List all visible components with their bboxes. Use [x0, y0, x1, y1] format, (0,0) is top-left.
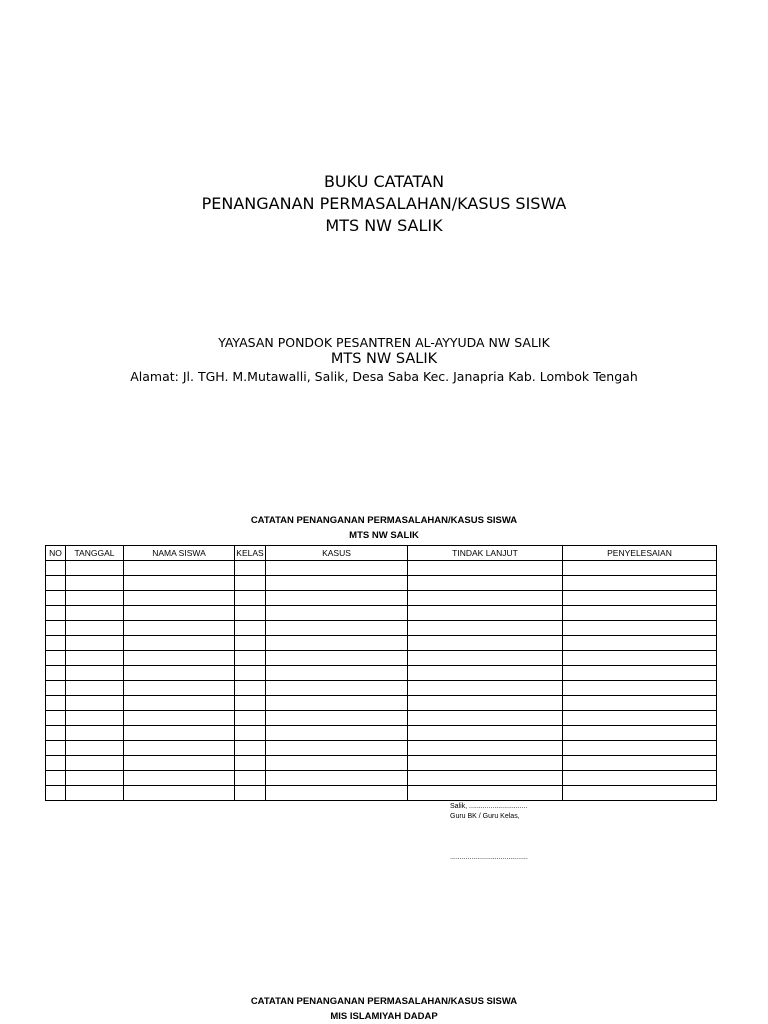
case-record-table: [45, 545, 717, 801]
table-cell: [408, 621, 563, 636]
table-cell: [235, 711, 266, 726]
table-cell: [124, 711, 235, 726]
table-cell: [66, 621, 124, 636]
table-cell: [266, 771, 408, 786]
table-cell: [408, 606, 563, 621]
table-row: [46, 756, 717, 771]
table-cell: [408, 666, 563, 681]
header-tanggal: TANGGAL: [66, 546, 124, 561]
table-cell: [124, 696, 235, 711]
table-cell: [124, 771, 235, 786]
cover-title-line3: MTS NW SALIK: [325, 216, 443, 235]
table-cell: [46, 591, 66, 606]
table-body: [46, 561, 717, 801]
table-cell: [46, 636, 66, 651]
second-record-section-subtitle: MIS ISLAMIYAH DADAP: [330, 1011, 438, 1022]
table-cell: [563, 651, 717, 666]
table-cell: [408, 651, 563, 666]
table-cell: [235, 651, 266, 666]
table-cell: [266, 606, 408, 621]
table-cell: [46, 621, 66, 636]
table-cell: [235, 621, 266, 636]
table-cell: [408, 711, 563, 726]
table-cell: [66, 696, 124, 711]
table-cell: [46, 681, 66, 696]
table-cell: [563, 726, 717, 741]
signature-block: [450, 802, 528, 863]
header-kelas: KELAS: [235, 546, 266, 561]
table-cell: [124, 576, 235, 591]
table-cell: [235, 576, 266, 591]
table-row: [46, 786, 717, 801]
table-cell: [66, 561, 124, 576]
table-cell: [66, 756, 124, 771]
table-cell: [266, 741, 408, 756]
table-cell: [46, 651, 66, 666]
table-cell: [408, 741, 563, 756]
table-cell: [408, 726, 563, 741]
table-cell: [124, 681, 235, 696]
table-cell: [124, 591, 235, 606]
table-cell: [408, 576, 563, 591]
table-cell: [408, 591, 563, 606]
cover-title-line2: PENANGANAN PERMASALAHAN/KASUS SISWA: [201, 194, 567, 213]
table-cell: [46, 741, 66, 756]
table-row: [46, 636, 717, 651]
header-no: NO: [46, 546, 66, 561]
school-name: MTS NW SALIK: [330, 351, 438, 367]
second-record-section-heading: [0, 994, 768, 1024]
table-cell: [235, 636, 266, 651]
table-cell: [408, 636, 563, 651]
table-cell: [408, 771, 563, 786]
table-row: [46, 606, 717, 621]
table-cell: [408, 786, 563, 801]
table-cell: [563, 591, 717, 606]
table-header-row: [46, 546, 717, 561]
table-cell: [408, 561, 563, 576]
table-cell: [266, 651, 408, 666]
record-section-subtitle: MTS NW SALIK: [349, 530, 419, 541]
table-cell: [235, 741, 266, 756]
table-cell: [46, 696, 66, 711]
table-cell: [46, 726, 66, 741]
table-cell: [563, 666, 717, 681]
second-record-section-title: CATATAN PENANGANAN PERMASALAHAN/KASUS SISWA: [250, 996, 518, 1007]
cover-title-block: [0, 171, 768, 237]
table-cell: [266, 666, 408, 681]
table-cell: [66, 651, 124, 666]
table-cell: [563, 681, 717, 696]
table-cell: [66, 576, 124, 591]
table-cell: [266, 576, 408, 591]
table-row: [46, 741, 717, 756]
school-address: Alamat: Jl. TGH. M.Mutawalli, Salik, Desa Saba Kec. Janapria Kab. Lombok Tengah: [130, 369, 638, 384]
cover-title-line1: BUKU CATATAN: [323, 172, 445, 191]
table-cell: [266, 711, 408, 726]
table-cell: [124, 741, 235, 756]
table-cell: [235, 681, 266, 696]
table-cell: [266, 561, 408, 576]
table-cell: [563, 636, 717, 651]
table-cell: [66, 666, 124, 681]
table-cell: [66, 636, 124, 651]
table-row: [46, 561, 717, 576]
table-row: [46, 621, 717, 636]
table-cell: [66, 771, 124, 786]
table-cell: [563, 696, 717, 711]
record-section-title: CATATAN PENANGANAN PERMASALAHAN/KASUS SISWA: [250, 515, 518, 526]
table-cell: [235, 726, 266, 741]
table-cell: [66, 786, 124, 801]
table-cell: [408, 681, 563, 696]
table-cell: [235, 771, 266, 786]
header-nama-siswa: NAMA SISWA: [124, 546, 235, 561]
table-cell: [124, 636, 235, 651]
table-cell: [408, 696, 563, 711]
table-row: [46, 771, 717, 786]
signature-role: Guru BK / Guru Kelas,: [450, 813, 520, 820]
table-row: [46, 696, 717, 711]
table-cell: [563, 786, 717, 801]
table-cell: [235, 666, 266, 681]
table-cell: [563, 711, 717, 726]
table-cell: [66, 726, 124, 741]
foundation-name: YAYASAN PONDOK PESANTREN AL-AYYUDA NW SALIK: [218, 335, 550, 350]
table-cell: [563, 621, 717, 636]
table-cell: [266, 636, 408, 651]
table-cell: [46, 711, 66, 726]
header-tindak-lanjut: TINDAK LANJUT: [408, 546, 563, 561]
table-cell: [266, 681, 408, 696]
header-kasus: KASUS: [266, 546, 408, 561]
header-penyelesaian: PENYELESAIAN: [563, 546, 717, 561]
table-cell: [266, 696, 408, 711]
table-cell: [563, 756, 717, 771]
table-cell: [124, 726, 235, 741]
table-cell: [235, 786, 266, 801]
table-cell: [124, 606, 235, 621]
table-cell: [266, 786, 408, 801]
table-cell: [46, 786, 66, 801]
table-row: [46, 711, 717, 726]
table-cell: [66, 711, 124, 726]
table-cell: [124, 621, 235, 636]
foundation-header: [0, 335, 768, 385]
table-cell: [563, 741, 717, 756]
table-cell: [66, 681, 124, 696]
table-row: [46, 591, 717, 606]
table-cell: [235, 561, 266, 576]
table-cell: [46, 756, 66, 771]
table-cell: [66, 591, 124, 606]
table-cell: [46, 576, 66, 591]
table-cell: [124, 786, 235, 801]
table-cell: [235, 756, 266, 771]
table-cell: [563, 576, 717, 591]
table-cell: [235, 606, 266, 621]
table-cell: [46, 561, 66, 576]
record-section-heading: [0, 513, 768, 543]
table-row: [46, 651, 717, 666]
table-cell: [235, 696, 266, 711]
table-cell: [563, 771, 717, 786]
table-cell: [563, 606, 717, 621]
table-cell: [66, 741, 124, 756]
table-row: [46, 666, 717, 681]
table-cell: [266, 591, 408, 606]
table-cell: [66, 606, 124, 621]
table-row: [46, 726, 717, 741]
table-cell: [408, 756, 563, 771]
table-row: [46, 576, 717, 591]
table-cell: [563, 561, 717, 576]
table-cell: [46, 606, 66, 621]
table-cell: [124, 561, 235, 576]
table-cell: [266, 621, 408, 636]
table-row: [46, 681, 717, 696]
table-cell: [124, 756, 235, 771]
table-cell: [266, 726, 408, 741]
table-cell: [46, 666, 66, 681]
table-cell: [124, 651, 235, 666]
table-cell: [124, 666, 235, 681]
signature-place-date: Salik, ..............................: [450, 803, 528, 810]
table-cell: [235, 591, 266, 606]
table-cell: [46, 771, 66, 786]
table-cell: [266, 756, 408, 771]
signature-name-line: ........................................: [450, 854, 528, 861]
